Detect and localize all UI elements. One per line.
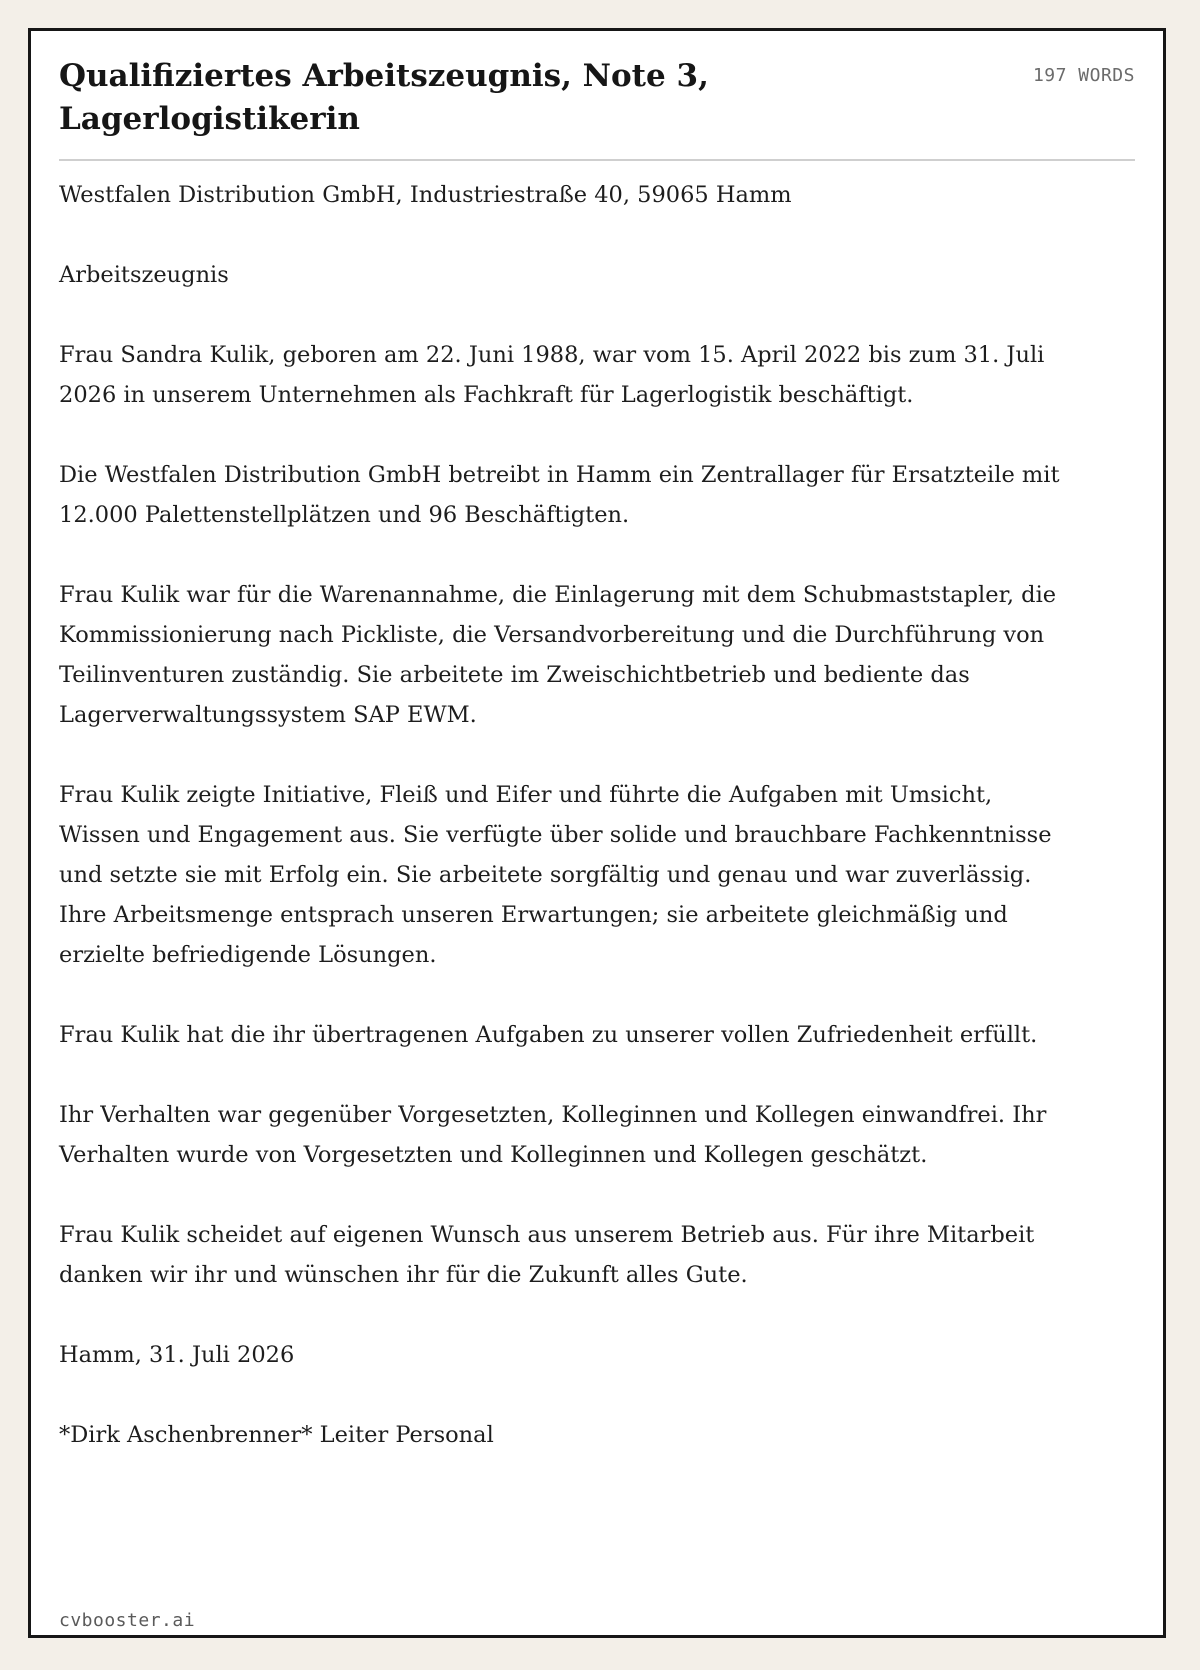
place-date: Hamm, 31. Juli 2026	[59, 1342, 295, 1368]
overall-rating-paragraph: Frau Kulik hat die ihr übertragenen Aufgaben zu unserer vollen Zufriedenheit erfüllt.	[59, 1022, 1038, 1048]
document-card	[28, 28, 1166, 1638]
responsibilities-paragraph: Frau Kulik war für die Warenannahme, die Einlagerung mit dem Schubmaststapler, die Kommissionierung nach Pickliste, die Versandvorbereitung und die Durchführung von Teilinventuren zuständig. Sie arbeitete im Zweischichtbetrieb und bediente das Lagerverwaltungssystem SAP EWM.	[59, 582, 1057, 728]
company-description-paragraph: Die Westfalen Distribution GmbH betreibt in Hamm ein Zentrallager für Ersatzteile mit 12.000 Palettenstellplätzen und 96 Beschäftigten.	[59, 462, 1060, 528]
closing-paragraph: Frau Kulik scheidet auf eigenen Wunsch aus unserem Betrieb aus. Für ihre Mitarbeit danken wir ihr und wünschen ihr für die Zukunft alles Gute.	[59, 1222, 1035, 1288]
document-title: Qualifiziertes Arbeitszeugnis, Note 3, Lagerlogistikerin	[59, 58, 709, 137]
employment-details-paragraph: Frau Sandra Kulik, geboren am 22. Juni 1988, war vom 15. April 2022 bis zum 31. Juli 2026 in unserem Unternehmen als Fachkraft für Lagerlogistik beschäftigt.	[59, 342, 1045, 408]
performance-paragraph: Frau Kulik zeigte Initiative, Fleiß und Eifer und führte die Aufgaben mit Umsicht, Wissen und Engagement aus. Sie verfügte über solide und brauchbare Fachkenntnisse und setzte sie mit Erfolg ein. Sie arbeitete sorgfältig und genau und war zuverlässig. Ihre Arbeitsmenge entsprach unseren Erwartungen; sie arbeitete gleichmäßig und erzielte befriedigende Lösungen.	[59, 782, 1052, 968]
document-body	[59, 161, 1135, 1455]
conduct-paragraph: Ihr Verhalten war gegenüber Vorgesetzten, Kolleginnen und Kollegen einwandfrei. Ihr Verhalten wurde von Vorgesetzten und Kolleginnen und Kollegen geschätzt.	[59, 1102, 1047, 1168]
footer-brand: cvbooster.ai	[59, 1610, 196, 1631]
signature-line: *Dirk Aschenbrenner* Leiter Personal	[59, 1422, 494, 1448]
document-heading: Arbeitszeugnis	[59, 262, 229, 288]
company-address: Westfalen Distribution GmbH, Industriestraße 40, 59065 Hamm	[59, 182, 792, 208]
word-count-badge: 197 WORDS	[1032, 65, 1135, 86]
document-header	[59, 31, 1135, 161]
